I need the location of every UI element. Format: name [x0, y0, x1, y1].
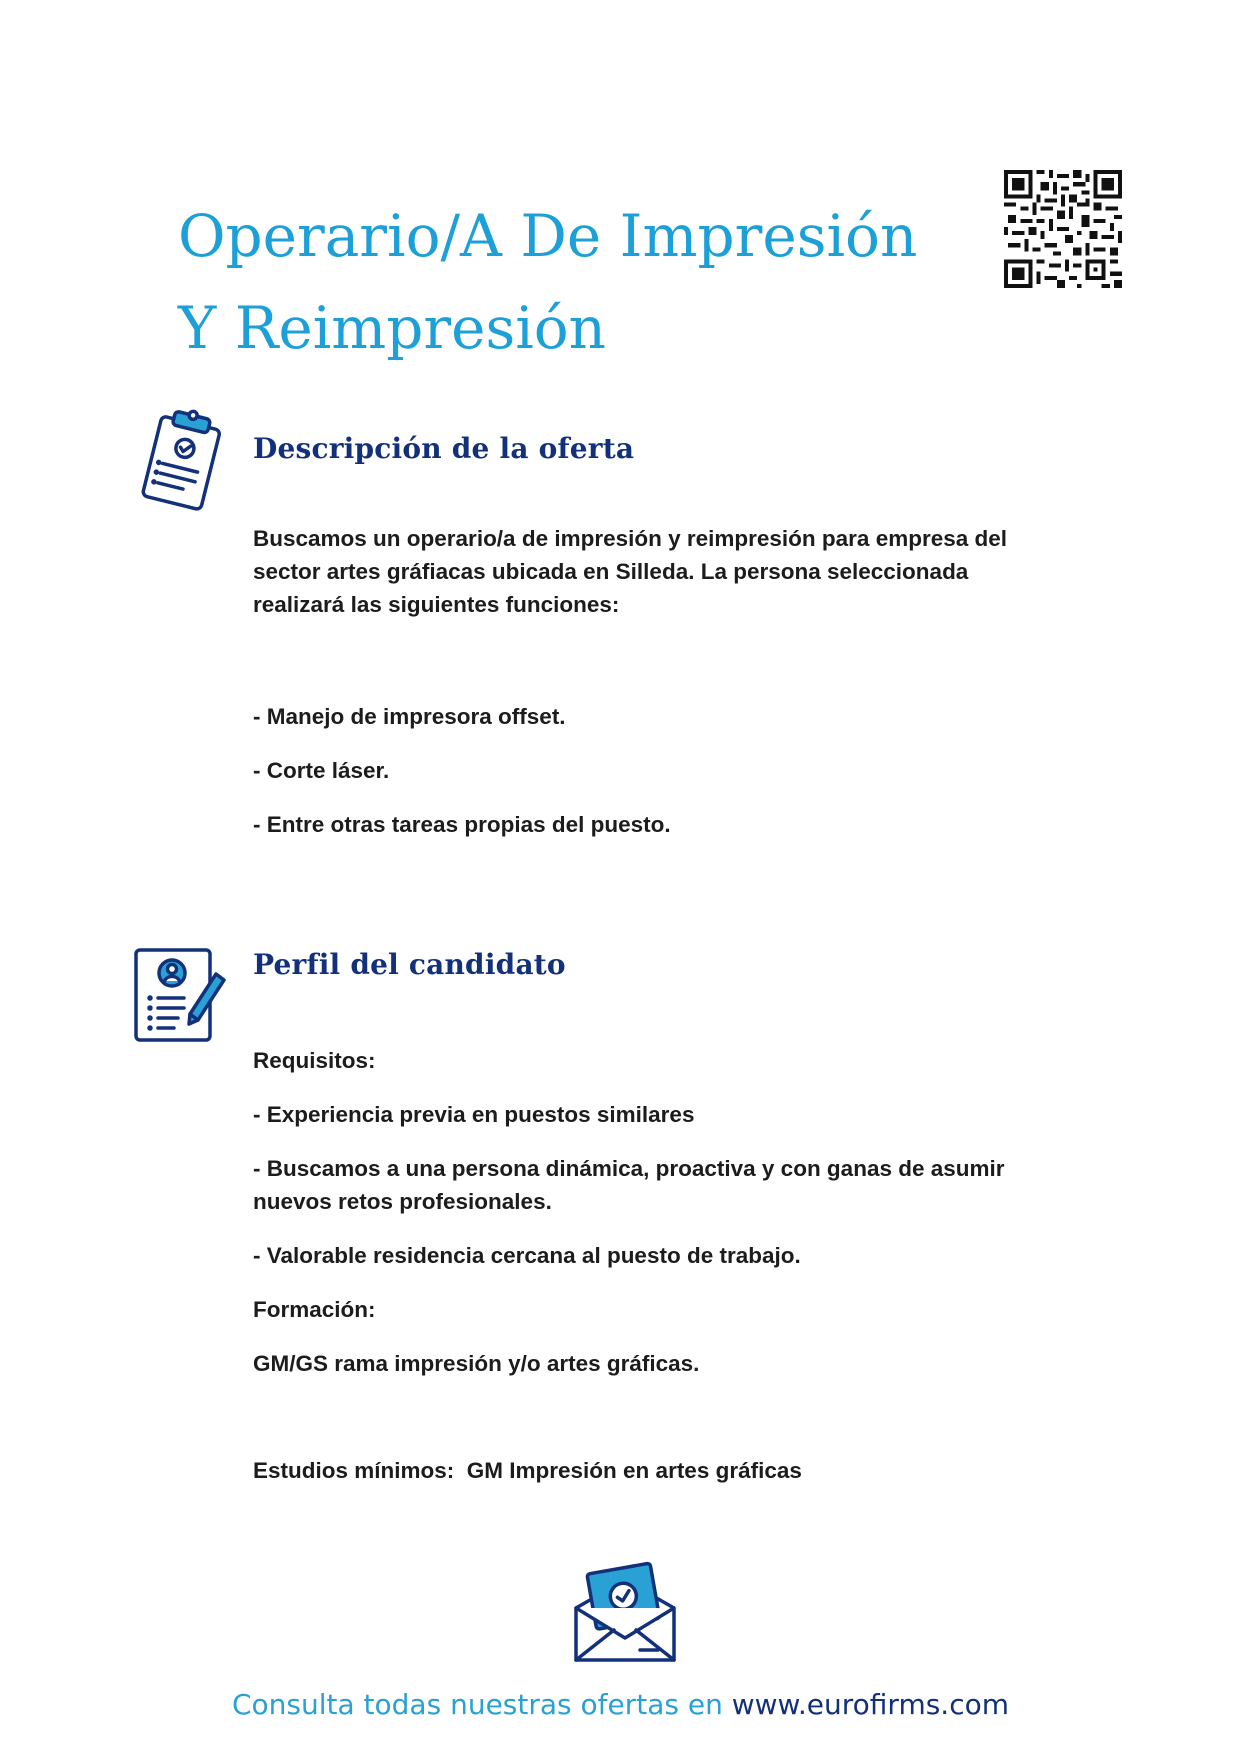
- descripcion-item-3: - Entre otras tareas propias del puesto.: [253, 812, 671, 837]
- clipboard-check-icon: [134, 408, 230, 512]
- resume-pen-icon: [132, 946, 228, 1046]
- descripcion-item-1: - Manejo de impresora offset.: [253, 704, 566, 729]
- section-heading-descripcion: Descripción de la oferta: [253, 432, 635, 465]
- requisito-item-3: - Valorable residencia cercana al puesto de trabajo.: [253, 1243, 801, 1268]
- title-line-1: Operario/A De Impresión: [178, 202, 918, 270]
- footer-website-link[interactable]: www.eurofirms.com: [731, 1688, 1010, 1721]
- requisitos-label: Requisitos:: [253, 1048, 376, 1073]
- qr-code-icon: [1004, 170, 1122, 288]
- formacion-label: Formación:: [253, 1297, 376, 1322]
- page-title: [178, 190, 938, 374]
- envelope-check-icon: [570, 1560, 680, 1670]
- formacion-value: GM/GS rama impresión y/o artes gráficas.: [253, 1351, 700, 1376]
- footer: [0, 1688, 1241, 1721]
- requisito-item-2: - Buscamos a una persona dinámica, proactiva y con ganas de asumir nuevos retos profesionales.: [253, 1156, 1005, 1214]
- section-heading-perfil: Perfil del candidato: [253, 948, 566, 981]
- descripcion-intro: Buscamos un operario/a de impresión y reimpresión para empresa del sector artes gráfiacas ubicada en Silleda. La persona seleccionada realizará las siguientes funciones:: [253, 526, 1008, 617]
- footer-prefix: Consulta todas nuestras ofertas en: [231, 1688, 732, 1721]
- descripcion-item-2: - Corte láser.: [253, 758, 390, 783]
- requisito-item-1: - Experiencia previa en puestos similares: [253, 1102, 695, 1127]
- estudios-minimos: Estudios mínimos: GM Impresión en artes gráficas: [253, 1458, 802, 1483]
- title-line-2: Y Reimpresión: [178, 294, 607, 362]
